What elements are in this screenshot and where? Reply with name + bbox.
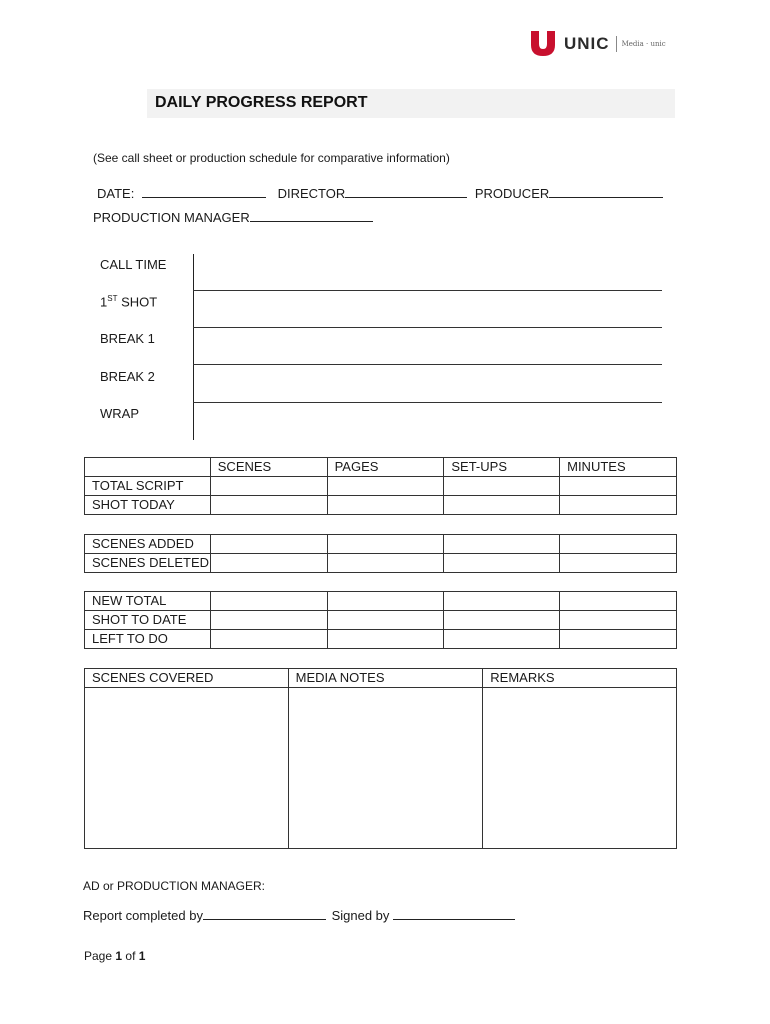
input-cell[interactable] [210, 611, 327, 630]
table-header-row [85, 669, 677, 688]
page-total: 1 [138, 949, 146, 963]
schedule-row-first-shot[interactable] [92, 291, 662, 328]
table-row [85, 535, 677, 554]
logo-subtext: Media · unic [621, 39, 666, 48]
report-completed-label: Report completed by [83, 908, 203, 923]
call-time-label: CALL TIME [100, 257, 167, 272]
scenes-covered-field[interactable] [85, 688, 289, 849]
input-cell[interactable] [210, 535, 327, 554]
row-label-shot-today: SHOT TODAY [85, 496, 211, 515]
page-number [84, 949, 145, 963]
column-header-minutes: MINUTES [560, 458, 677, 477]
column-header-scenes: SCENES [210, 458, 327, 477]
break1-label: BREAK 1 [100, 331, 155, 346]
column-header-setups: SET-UPS [444, 458, 560, 477]
production-manager-row [93, 208, 373, 225]
logo-brand: UNIC [564, 33, 610, 53]
date-label: DATE: [97, 186, 135, 201]
table-row [85, 630, 677, 649]
notes-table [84, 668, 677, 849]
instruction-note: (See call sheet or production schedule for comparative information) [93, 151, 450, 165]
table-header-row [85, 458, 677, 477]
input-cell[interactable] [444, 630, 560, 649]
input-cell[interactable] [444, 477, 560, 496]
input-cell[interactable] [210, 554, 327, 573]
media-notes-field[interactable] [288, 688, 483, 849]
input-cell[interactable] [560, 535, 677, 554]
input-cell[interactable] [444, 496, 560, 515]
report-completed-field[interactable] [203, 906, 326, 920]
first-shot-number: 1 [100, 294, 108, 310]
signed-by-field[interactable] [393, 906, 515, 920]
input-cell[interactable] [560, 496, 677, 515]
title-bar [147, 89, 675, 118]
input-cell[interactable] [327, 611, 444, 630]
unic-shield-icon [530, 30, 556, 57]
progress-totals-table [84, 591, 677, 649]
schedule-row-break1[interactable] [92, 328, 662, 365]
production-manager-label: PRODUCTION MANAGER [93, 210, 250, 225]
production-manager-field[interactable] [250, 208, 373, 222]
date-field[interactable] [142, 184, 266, 198]
input-cell[interactable] [210, 592, 327, 611]
producer-label: PRODUCER [474, 186, 550, 201]
input-cell[interactable] [444, 535, 560, 554]
column-header-remarks: REMARKS [483, 669, 677, 688]
first-shot-word: SHOT [121, 294, 158, 310]
table-row [85, 611, 677, 630]
page-title: DAILY PROGRESS REPORT [155, 94, 368, 111]
script-totals-table [84, 457, 677, 515]
first-shot-suffix: ST [107, 294, 118, 303]
input-cell[interactable] [560, 630, 677, 649]
input-cell[interactable] [560, 554, 677, 573]
input-cell[interactable] [327, 630, 444, 649]
input-cell[interactable] [444, 611, 560, 630]
input-cell[interactable] [560, 477, 677, 496]
unic-logo [530, 30, 666, 57]
header-fields-row [97, 184, 663, 201]
producer-field[interactable] [549, 184, 663, 198]
schedule-row-call-time[interactable] [92, 254, 662, 291]
input-cell[interactable] [560, 592, 677, 611]
page-prefix: Page [84, 949, 113, 963]
signed-by-label: Signed by [331, 908, 390, 923]
table-corner-cell [85, 458, 211, 477]
schedule-block [92, 254, 662, 440]
column-header-media-notes: MEDIA NOTES [288, 669, 483, 688]
wrap-label: WRAP [100, 406, 139, 421]
table-row [85, 554, 677, 573]
input-cell[interactable] [444, 592, 560, 611]
row-label-left-to-do: LEFT TO DO [85, 630, 211, 649]
table-row [85, 496, 677, 515]
logo-divider [616, 36, 617, 52]
input-cell[interactable] [210, 496, 327, 515]
first-shot-label [100, 294, 157, 309]
input-cell[interactable] [327, 477, 444, 496]
schedule-row-wrap[interactable] [92, 403, 662, 440]
schedule-row-break2[interactable] [92, 366, 662, 403]
input-cell[interactable] [327, 554, 444, 573]
row-label-scenes-added: SCENES ADDED [85, 535, 211, 554]
director-field[interactable] [345, 184, 467, 198]
row-label-total-script: TOTAL SCRIPT [85, 477, 211, 496]
table-row [85, 688, 677, 849]
row-label-scenes-deleted: SCENES DELETED [85, 554, 211, 573]
report-signature-row [83, 906, 515, 923]
input-cell[interactable] [560, 611, 677, 630]
input-cell[interactable] [327, 592, 444, 611]
scene-changes-table [84, 534, 677, 573]
row-label-shot-to-date: SHOT TO DATE [85, 611, 211, 630]
remarks-field[interactable] [483, 688, 677, 849]
table-row [85, 477, 677, 496]
input-cell[interactable] [327, 496, 444, 515]
input-cell[interactable] [444, 554, 560, 573]
page-current: 1 [115, 949, 123, 963]
row-line [193, 364, 662, 365]
ad-manager-label: AD or PRODUCTION MANAGER: [83, 879, 266, 893]
table-row [85, 592, 677, 611]
page-of: of [125, 949, 136, 963]
input-cell[interactable] [327, 535, 444, 554]
director-label: DIRECTOR [277, 186, 346, 201]
column-header-scenes-covered: SCENES COVERED [85, 669, 289, 688]
row-label-new-total: NEW TOTAL [85, 592, 211, 611]
break2-label: BREAK 2 [100, 369, 155, 384]
column-header-pages: PAGES [327, 458, 444, 477]
input-cell[interactable] [210, 630, 327, 649]
input-cell[interactable] [210, 477, 327, 496]
